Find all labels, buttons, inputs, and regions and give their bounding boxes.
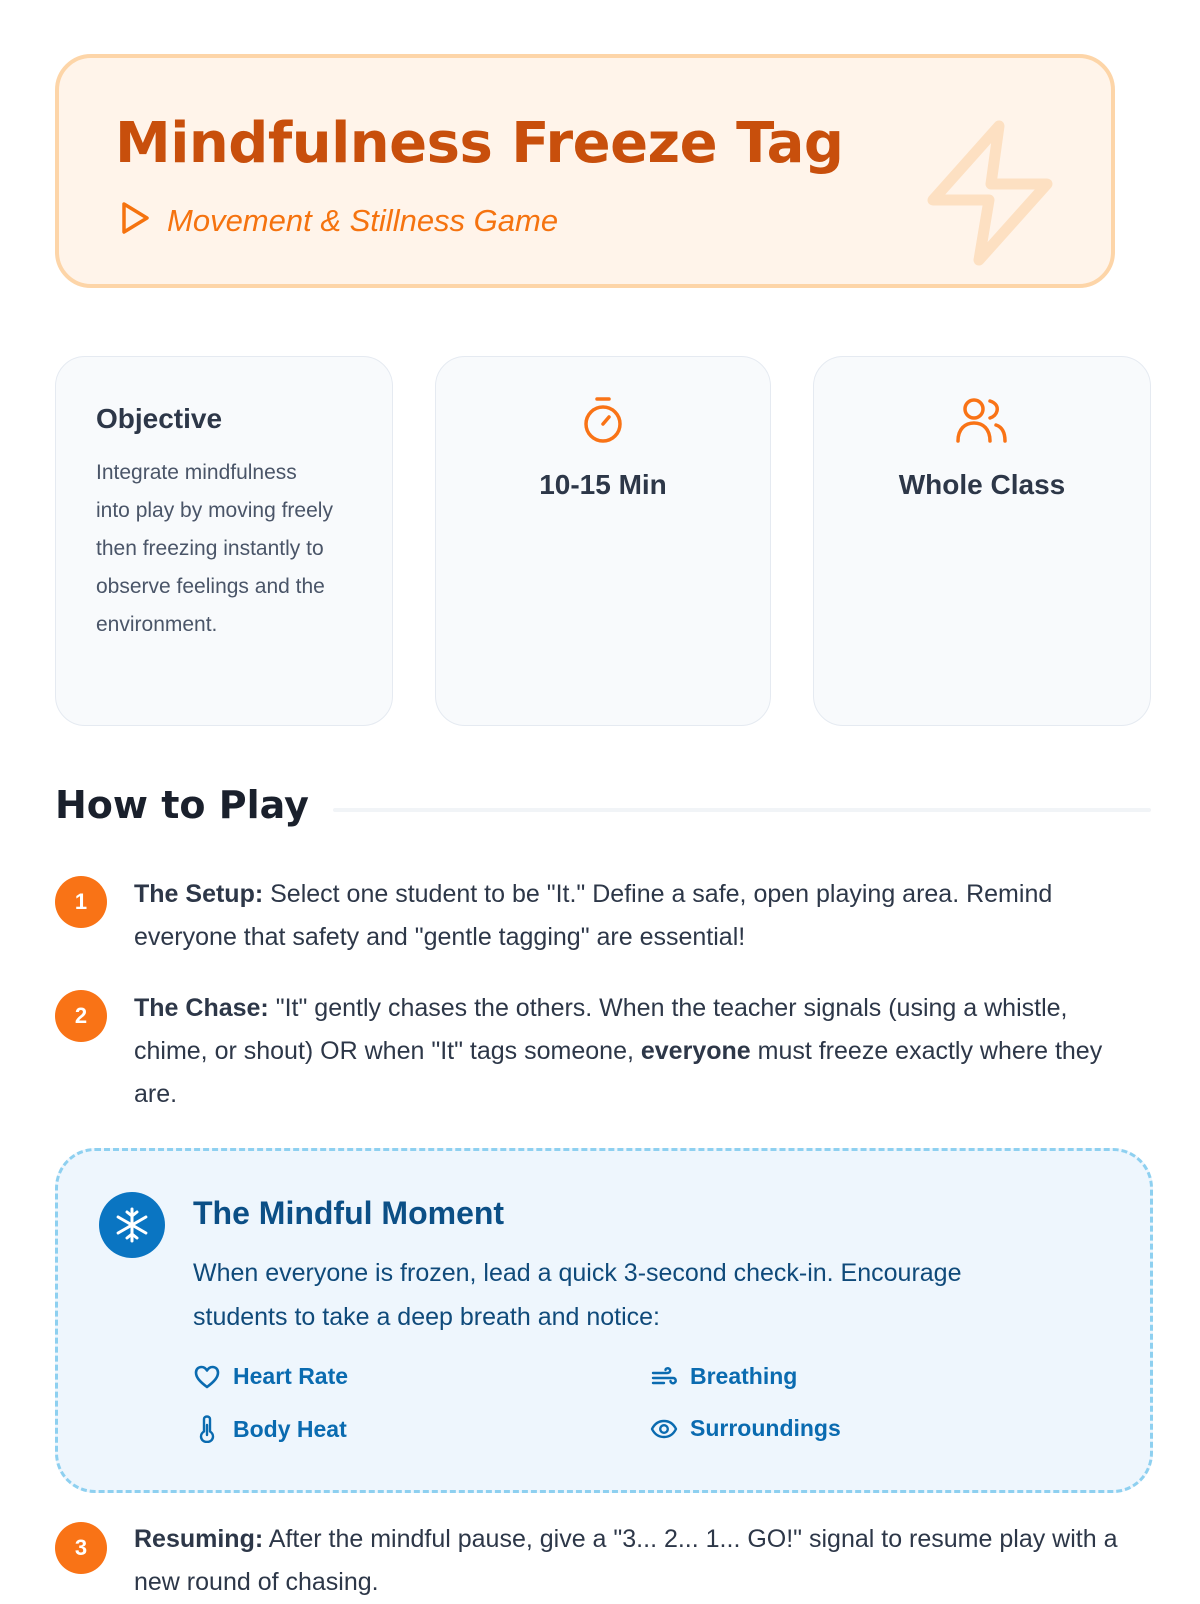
step-number-badge: 2 (55, 990, 107, 1042)
check-in-label: Body Heat (233, 1415, 347, 1442)
lightning-bolt-icon (921, 118, 1061, 273)
step-body: must freeze exactly where they are. (134, 1037, 1103, 1108)
check-in-item-body-heat (193, 1415, 347, 1443)
page-subtitle: Movement & Stillness Game (167, 202, 559, 238)
thermometer-icon (193, 1415, 221, 1443)
objective-title: Objective (96, 403, 223, 434)
step-body: "It" gently chases the others. When the teacher signals (using a whistle, chime, or shout) OR when "It" tags someone, (134, 994, 1068, 1065)
eye-icon (650, 1416, 678, 1442)
step-emphasis: everyone (640, 1037, 751, 1065)
play-icon (117, 199, 153, 242)
stopwatch-icon (580, 395, 626, 452)
group-size-card (813, 356, 1151, 726)
mindful-moment-callout (55, 1148, 1153, 1493)
group-size-label: Whole Class (898, 469, 1066, 500)
page-title: Mindfulness Freeze Tag (115, 111, 844, 176)
check-in-item-heart-rate (193, 1363, 348, 1390)
heart-icon (193, 1364, 221, 1390)
users-icon (954, 395, 1010, 450)
step-label: Resuming: (134, 1525, 264, 1553)
check-in-item-surroundings (650, 1415, 841, 1442)
check-in-label: Surroundings (690, 1415, 841, 1441)
objective-text: Integrate mindfulness into play by moving freely then freezing instantly to observe feelings and the environment. (96, 461, 333, 636)
check-in-label: Heart Rate (233, 1363, 349, 1389)
section-divider (333, 808, 1151, 812)
duration-card (435, 356, 771, 726)
step-label: The Chase: (134, 994, 269, 1022)
mindful-moment-title: The Mindful Moment (193, 1195, 505, 1231)
check-in-item-breathing (650, 1363, 797, 1390)
mindful-moment-text: When everyone is frozen, lead a quick 3-second check-in. Encourage students to take a deep breath and notice: (193, 1259, 962, 1331)
step-number-badge: 3 (55, 1522, 107, 1574)
snowflake-icon (99, 1192, 165, 1258)
subtitle-row (117, 199, 558, 242)
step-text (134, 1518, 1144, 1604)
objective-card (55, 356, 393, 726)
step-body: Select one student to be "It." Define a safe, open playing area. Remind everyone that safety and "gentle tagging" are essential! (134, 880, 1053, 951)
step-body: After the mindful pause, give a "3... 2... 1... GO!" signal to resume play with a new round of chasing. (134, 1525, 1118, 1596)
wind-icon (650, 1364, 678, 1390)
duration-label: 10-15 Min (539, 469, 667, 500)
step-label: The Setup: (134, 880, 264, 908)
section-title-how-to-play: How to Play (55, 783, 309, 827)
check-in-label: Breathing (690, 1363, 798, 1389)
step-text (134, 987, 1144, 1116)
step-text (134, 873, 1144, 959)
step-number-badge: 1 (55, 876, 107, 928)
header-banner (55, 54, 1115, 288)
